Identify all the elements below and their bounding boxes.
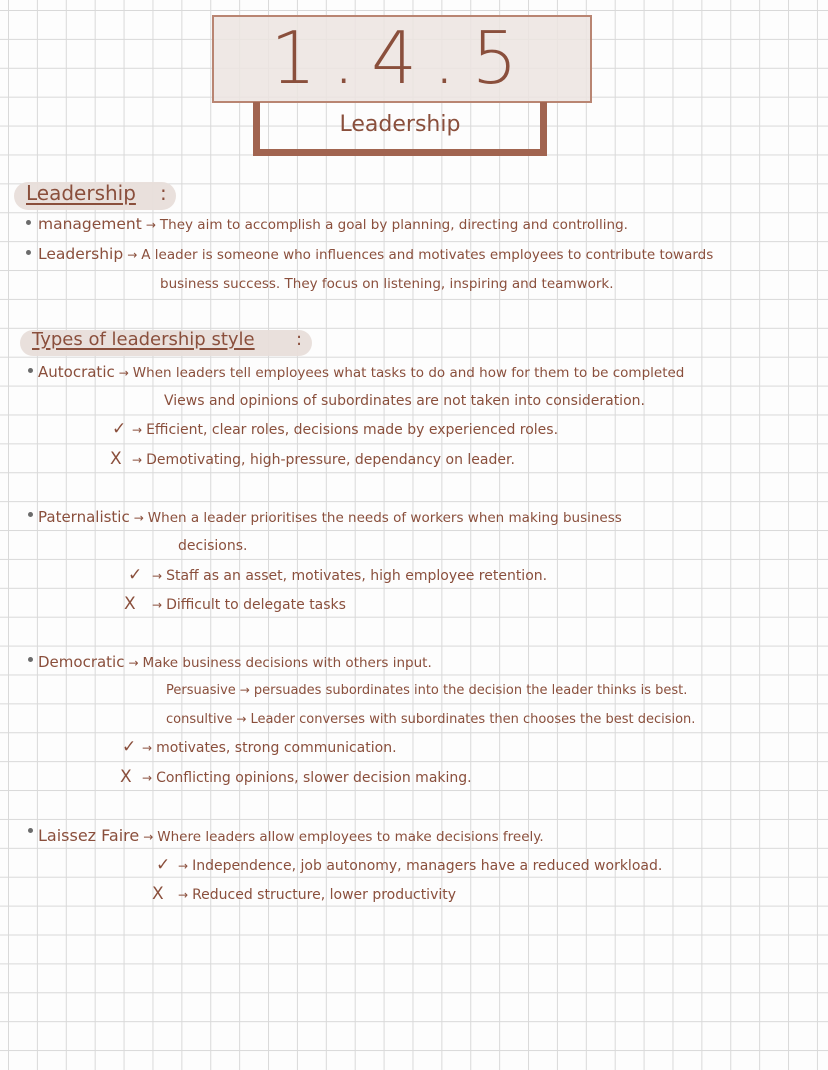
cons-autocratic bbox=[128, 452, 515, 468]
check-icon: ✓ bbox=[156, 855, 171, 875]
style-desc-laissez-faire: Where leaders allow employees to make decisions freely. bbox=[157, 829, 544, 845]
cons-text-autocratic: Demotivating, high-pressure, dependancy on leader. bbox=[146, 452, 515, 468]
style-desc2-paternalistic: decisions. bbox=[178, 538, 248, 554]
leadership-heading-colon: : bbox=[160, 181, 167, 205]
pros-text-autocratic: Efficient, clear roles, decisions made by experienced roles. bbox=[146, 422, 559, 438]
definition-leadership: A leader is someone who influences and motivates employees to contribute towards bbox=[141, 247, 714, 263]
style-name-paternalistic: Paternalistic bbox=[38, 508, 130, 526]
style-desc-democratic: Make business decisions with others input. bbox=[142, 655, 432, 671]
style-paternalistic bbox=[38, 508, 622, 526]
consultive-text: Leader converses with subordinates then chooses the best decision. bbox=[250, 712, 696, 727]
pros-text-paternalistic: Staff as an asset, motivates, high employee retention. bbox=[166, 568, 548, 584]
check-icon: ✓ bbox=[122, 737, 137, 757]
arrow-icon: → bbox=[178, 859, 189, 873]
pros-text-laissez-faire: Independence, job autonomy, managers have a reduced workload. bbox=[192, 858, 663, 874]
cons-democratic bbox=[138, 770, 472, 786]
arrow-icon: → bbox=[127, 248, 138, 262]
style-desc-paternalistic: When a leader prioritises the needs of workers when making business bbox=[147, 510, 622, 526]
cross-icon: X bbox=[124, 594, 136, 614]
leadership-heading: Leadership bbox=[26, 181, 136, 205]
arrow-icon: → bbox=[142, 771, 153, 785]
pros-democratic bbox=[138, 740, 397, 756]
arrow-icon: → bbox=[145, 218, 156, 232]
pros-text-democratic: motivates, strong communication. bbox=[156, 740, 397, 756]
bullet-dot bbox=[26, 250, 31, 255]
cons-text-laissez-faire: Reduced structure, lower productivity bbox=[192, 887, 457, 903]
bullet-dot bbox=[28, 512, 33, 517]
definition-leadership-cont: business success. They focus on listening, inspiring and teamwork. bbox=[160, 276, 614, 292]
style-desc2-autocratic: Views and opinions of subordinates are not taken into consideration. bbox=[164, 393, 645, 409]
bullet-dot bbox=[28, 828, 33, 833]
bullet-dot bbox=[28, 368, 33, 373]
term-leadership: Leadership bbox=[38, 245, 124, 263]
style-desc-autocratic: When leaders tell employees what tasks to do and how for them to be completed bbox=[132, 365, 685, 381]
term-management: management bbox=[38, 215, 142, 233]
arrow-icon: → bbox=[133, 511, 144, 525]
arrow-icon: → bbox=[178, 888, 189, 902]
pros-paternalistic bbox=[148, 568, 547, 584]
cross-icon: X bbox=[110, 449, 122, 469]
arrow-icon: → bbox=[118, 366, 129, 380]
arrow-icon: → bbox=[128, 656, 139, 670]
democratic-consultive bbox=[166, 712, 695, 727]
pros-autocratic bbox=[128, 422, 558, 438]
pros-laissez-faire bbox=[174, 858, 662, 874]
check-icon: ✓ bbox=[112, 419, 127, 439]
bullet-dot bbox=[28, 657, 33, 662]
style-democratic bbox=[38, 653, 432, 671]
persuasive-term: Persuasive bbox=[166, 683, 236, 698]
cons-text-democratic: Conflicting opinions, slower decision making. bbox=[156, 770, 472, 786]
democratic-persuasive bbox=[166, 683, 687, 698]
cons-paternalistic bbox=[148, 597, 346, 613]
types-heading: Types of leadership style bbox=[32, 329, 255, 350]
cons-text-paternalistic: Difficult to delegate tasks bbox=[166, 597, 346, 613]
list-item-leadership bbox=[38, 245, 713, 263]
arrow-icon: → bbox=[142, 741, 153, 755]
style-autocratic bbox=[38, 363, 684, 381]
cross-icon: X bbox=[152, 884, 164, 904]
definition-management: They aim to accomplish a goal by planning, directing and controlling. bbox=[159, 217, 628, 233]
cons-laissez-faire bbox=[174, 887, 456, 903]
arrow-icon: → bbox=[132, 453, 143, 467]
arrow-icon: → bbox=[132, 423, 143, 437]
list-item-management bbox=[38, 215, 628, 233]
bullet-dot bbox=[26, 220, 31, 225]
style-name-democratic: Democratic bbox=[38, 653, 125, 671]
persuasive-text: persuades subordinates into the decision the leader thinks is best. bbox=[253, 683, 688, 698]
arrow-icon: → bbox=[239, 683, 250, 697]
title-subtitle: Leadership bbox=[339, 112, 461, 137]
arrow-icon: → bbox=[236, 712, 247, 726]
style-name-laissez-faire: Laissez Faire bbox=[38, 826, 140, 845]
arrow-icon: → bbox=[152, 569, 163, 583]
title-number: 1.4.5 bbox=[270, 16, 534, 100]
style-laissez-faire bbox=[38, 826, 544, 845]
arrow-icon: → bbox=[152, 598, 163, 612]
style-name-autocratic: Autocratic bbox=[38, 363, 115, 381]
types-heading-colon: : bbox=[296, 329, 303, 350]
check-icon: ✓ bbox=[128, 565, 143, 585]
consultive-term: consultive bbox=[166, 712, 233, 727]
arrow-icon: → bbox=[143, 830, 154, 844]
cross-icon: X bbox=[120, 767, 132, 787]
